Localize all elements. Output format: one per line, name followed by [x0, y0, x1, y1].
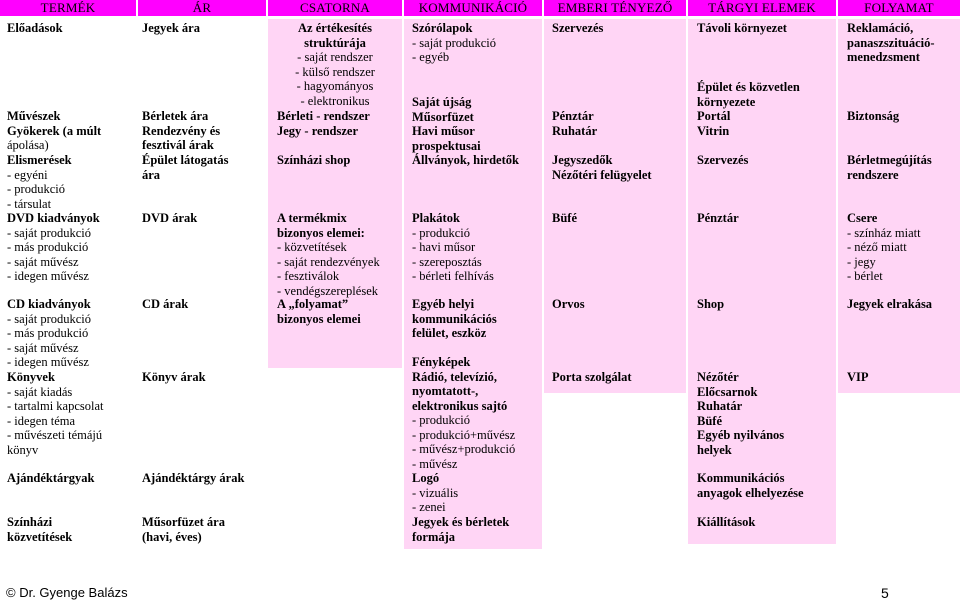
cell-folyamat-berletmegujitas — [847, 153, 932, 182]
cell-line: Biztonság — [847, 109, 900, 123]
cell-komm-helyi — [412, 297, 497, 341]
cell-folyamat-jegyek-elrakasa — [847, 297, 932, 312]
cell-line: Vitrin — [697, 123, 730, 138]
cell-line: Nézőtér — [697, 370, 739, 384]
cell-emberi-porta — [552, 370, 632, 385]
cell-line: - saját kiadás — [7, 384, 73, 399]
cell-line: fesztivál árak — [142, 138, 214, 152]
cell-line: kommunikációs — [412, 311, 497, 326]
cell-termek-dvd — [7, 211, 100, 284]
cell-line: Kommunikációs — [697, 471, 785, 485]
cell-komm-szorolapok — [412, 21, 496, 65]
cell-line: - művész+produkció — [412, 442, 516, 456]
cell-line: Jegyek és bérletek — [412, 515, 510, 529]
cell-komm-jegyforma — [412, 515, 509, 544]
header-termek: TERMÉK — [0, 0, 136, 16]
header-targyi-elemek: TÁRGYI ELEMEK — [688, 0, 836, 16]
cell-line: Épület és közvetlen — [697, 80, 800, 94]
cell-targyi-kommunikacios — [697, 471, 804, 500]
cell-line: Porta szolgálat — [552, 370, 632, 384]
cell-line: Távoli környezet — [697, 21, 787, 35]
cell-line: Logó — [412, 471, 440, 485]
cell-line: - saját produkció — [412, 35, 497, 50]
cell-line: - művész — [412, 456, 458, 471]
column-bg-emberi-tenyezo — [544, 19, 686, 393]
header-emberi-tenyezo: EMBERI TÉNYEZŐ — [544, 0, 686, 16]
cell-line: - zenei — [412, 500, 446, 514]
cell-line: - bérleti felhívás — [412, 269, 494, 283]
cell-line: Egyéb nyilvános — [697, 428, 785, 442]
cell-line: Büfé — [697, 413, 722, 428]
header-folyamat: FOLYAMAT — [838, 0, 960, 16]
cell-line: Jegyek elrakása — [847, 297, 933, 311]
header-csatorna: CSATORNA — [268, 0, 402, 16]
cell-termek-eloadasok — [7, 21, 63, 36]
cell-targyi-kiallitasok — [697, 515, 755, 530]
cell-line: Pénztár — [697, 211, 739, 225]
cell-line: - fesztiválok — [277, 269, 340, 283]
cell-line: Ruhatár — [552, 123, 598, 138]
cell-line: CD árak — [142, 297, 189, 311]
cell-line: Bérletmegújítás — [847, 153, 932, 167]
cell-ar-musorfuzet — [142, 515, 225, 544]
cell-termek-konyvek — [7, 370, 104, 457]
cell-csatorna-folyamat — [277, 297, 361, 326]
cell-line: Fényképek — [412, 355, 471, 369]
cell-line: Bérletek ára — [142, 109, 209, 123]
cell-line: Bérleti - rendszer — [277, 109, 370, 123]
cell-ar-berletek — [142, 109, 220, 153]
cell-line: Előcsarnok — [697, 384, 758, 399]
cell-line: Színházi shop — [277, 153, 351, 167]
cell-line: Elismerések — [7, 153, 72, 167]
cell-line: - produkció — [412, 225, 470, 240]
cell-line: - saját művész — [7, 340, 79, 355]
cell-line: bizonyos elemei: — [277, 225, 365, 240]
cell-komm-plakatok — [412, 211, 494, 284]
cell-line: Saját újság — [412, 95, 472, 109]
cell-folyamat-vip — [847, 370, 869, 385]
footer-copyright: © Dr. Gyenge Balázs — [6, 585, 128, 600]
header-kommunikacio: KOMMUNIKÁCIÓ — [404, 0, 542, 16]
cell-line: - egyéni — [7, 167, 48, 182]
cell-line: panaszszituáció- — [847, 35, 935, 50]
cell-line: - színház miatt — [847, 225, 921, 240]
cell-line: DVD árak — [142, 211, 198, 225]
cell-line: Épület látogatás — [142, 153, 229, 167]
cell-line: menedzsment — [847, 50, 920, 64]
cell-line: Az értékesítés — [298, 21, 372, 35]
cell-line: Orvos — [552, 297, 585, 311]
cell-line: - bérlet — [847, 269, 883, 283]
cell-targyi-szervezes — [697, 153, 748, 168]
cell-line: - külső rendszer — [295, 64, 375, 79]
cell-line: Állványok, hirdetők — [412, 153, 519, 167]
cell-line: A „folyamat” — [277, 297, 349, 311]
cell-termek-kozvetitesek — [7, 515, 72, 544]
cell-line: Szórólapok — [412, 21, 473, 35]
cell-targyi-epulet — [697, 80, 800, 138]
cell-line: Jegyszedők — [552, 153, 613, 167]
column-bg-folyamat — [838, 19, 960, 393]
cell-komm-allvanyok — [412, 153, 519, 168]
cell-emberi-penztar — [552, 109, 597, 138]
cell-line: Pénztár — [552, 109, 594, 123]
cell-line: struktúrája — [304, 35, 366, 50]
cell-line: anyagok elhelyezése — [697, 485, 804, 500]
cell-line: nyomtatott-, — [412, 384, 479, 398]
cell-line: - tartalmi kapcsolat — [7, 399, 104, 413]
cell-line: - néző miatt — [847, 240, 907, 254]
cell-line: - saját rendezvények — [277, 254, 380, 269]
cell-targyi-nezoter — [697, 370, 784, 457]
cell-line: bizonyos elemei — [277, 311, 361, 326]
cell-line: CD kiadványok — [7, 297, 91, 311]
cell-line: Büfé — [552, 211, 577, 225]
cell-line: - művészeti témájú — [7, 428, 103, 442]
cell-ar-epulet — [142, 153, 228, 182]
cell-line: Szervezés — [697, 153, 749, 167]
cell-line: környezete — [697, 94, 756, 109]
cell-line: - havi műsor — [412, 240, 476, 254]
cell-line: prospektusai — [412, 138, 481, 153]
cell-line: DVD kiadványok — [7, 211, 100, 225]
cell-line: ápolása) — [7, 138, 49, 152]
cell-line: Egyéb helyi — [412, 297, 475, 311]
cell-line: Műsorfüzet — [412, 109, 474, 124]
cell-line: közvetítések — [7, 529, 73, 544]
cell-line: helyek — [697, 442, 732, 457]
cell-termek-elismeresek — [7, 153, 72, 211]
cell-line: (havi, éves) — [142, 529, 202, 544]
cell-line: - produkció — [412, 413, 470, 427]
cell-line: Plakátok — [412, 211, 460, 225]
cell-line: - saját produkció — [7, 311, 92, 326]
cell-termek-cd — [7, 297, 91, 370]
cell-line: Könyvek — [7, 370, 55, 384]
cell-line: A termékmix — [277, 211, 347, 225]
cell-termek-muveszek — [7, 109, 101, 153]
cell-line: elektronikus sajtó — [412, 398, 508, 413]
cell-line: - egyéb — [412, 50, 450, 64]
cell-line: Kiállítások — [697, 515, 756, 529]
cell-folyamat-reklamacio — [847, 21, 935, 65]
cell-line: Csere — [847, 211, 878, 225]
cell-ar-cd — [142, 297, 188, 312]
cell-line: Jegyek ára — [142, 21, 200, 35]
cell-line: Rádió, televízió, — [412, 369, 498, 384]
cell-line: Portál — [697, 109, 731, 123]
cell-line: - idegen művész — [7, 355, 89, 369]
cell-line: Gyökerek (a múlt — [7, 123, 102, 138]
cell-line: - produkció+művész — [412, 427, 516, 442]
cell-komm-media — [412, 355, 515, 471]
cell-line: - társulat — [7, 196, 52, 211]
cell-line: - vendégszereplések — [277, 283, 378, 298]
cell-targyi-tavoli — [697, 21, 787, 36]
cell-emberi-szervezes — [552, 21, 603, 36]
cell-line: ára — [142, 167, 161, 182]
cell-line: - elektronikus — [300, 93, 370, 108]
cell-ar-konyv — [142, 370, 206, 385]
cell-line: - produkció — [7, 182, 65, 196]
cell-line: - hagyományos — [296, 79, 374, 93]
cell-line: Jegy - rendszer — [277, 123, 358, 138]
cell-emberi-jegyszedok — [552, 153, 652, 182]
cell-line: Művészek — [7, 109, 61, 123]
cell-folyamat-biztonsag — [847, 109, 899, 124]
cell-line: Színházi — [7, 515, 53, 529]
cell-line: Ajándéktárgy árak — [142, 471, 245, 485]
cell-termek-ajandektargyak — [7, 471, 95, 486]
cell-emberi-bufe — [552, 211, 577, 226]
cell-line: - saját művész — [7, 254, 79, 269]
cell-ar-ajandektargy — [142, 471, 244, 486]
cell-line: formája — [412, 529, 456, 544]
cell-line: Ajándéktárgyak — [7, 471, 95, 485]
cell-line: - közvetítések — [277, 240, 347, 254]
cell-komm-logo — [412, 471, 458, 515]
cell-line: - vizuális — [412, 485, 459, 500]
cell-line: Nézőtéri felügyelet — [552, 167, 652, 182]
cell-line: Rendezvény és — [142, 123, 221, 138]
cell-line: - saját rendszer — [297, 50, 373, 64]
cell-line: Előadások — [7, 21, 63, 35]
cell-line: Reklamáció, — [847, 21, 914, 35]
cell-line: - más produkció — [7, 326, 89, 340]
cell-line: rendszere — [847, 167, 899, 182]
cell-line: - más produkció — [7, 240, 89, 254]
cell-line: felület, eszköz — [412, 326, 487, 340]
cell-emberi-orvos — [552, 297, 585, 312]
cell-csatorna-rendszer — [277, 109, 370, 138]
header-ar: ÁR — [138, 0, 266, 16]
cell-line: VIP — [847, 370, 869, 384]
cell-line: Szervezés — [552, 21, 604, 35]
cell-ar-dvd — [142, 211, 197, 226]
cell-csatorna-ertekesites — [268, 21, 402, 108]
cell-ar-jegyek — [142, 21, 200, 36]
cell-line: - szereposztás — [412, 254, 482, 269]
cell-line: - jegy — [847, 254, 876, 269]
cell-line: Ruhatár — [697, 399, 743, 413]
cell-folyamat-csere — [847, 211, 921, 284]
cell-targyi-shop — [697, 297, 724, 312]
cell-line: - idegen téma — [7, 413, 76, 428]
cell-line: - saját produkció — [7, 225, 92, 240]
cell-line: Műsorfüzet ára — [142, 515, 225, 529]
footer-page-number: 5 — [881, 585, 889, 601]
cell-line: könyv — [7, 442, 39, 457]
cell-komm-ujsag — [412, 95, 481, 153]
cell-targyi-penztar — [697, 211, 739, 226]
cell-line: Könyv árak — [142, 370, 206, 384]
cell-csatorna-termekmix — [277, 211, 380, 298]
cell-line: Shop — [697, 297, 725, 311]
cell-line: Havi műsor — [412, 124, 475, 138]
cell-line: - idegen művész — [7, 269, 89, 283]
cell-csatorna-shop — [277, 153, 350, 168]
